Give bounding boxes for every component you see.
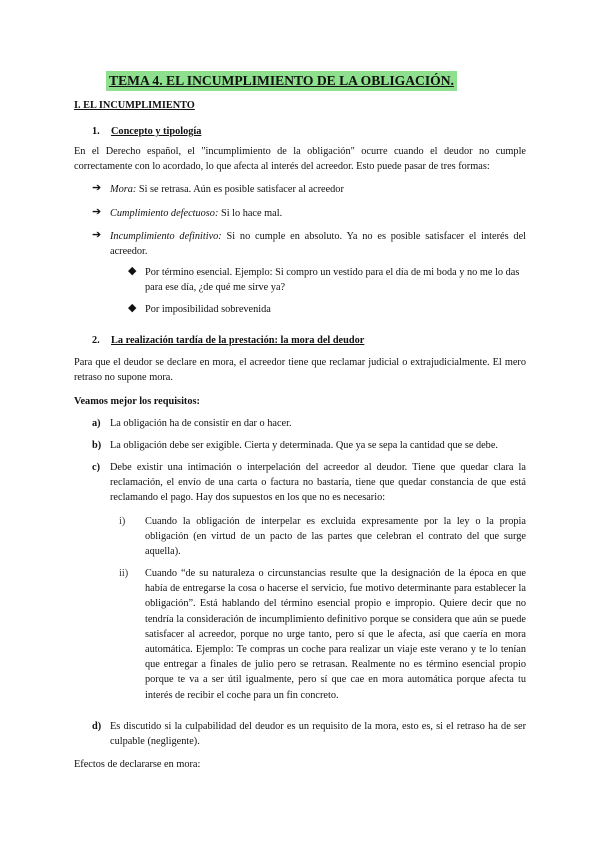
list-item: Debe existir una intimación o interpelación del acreedor al deudor. Tiene que quedar clara la reclamación, el envío de una carta o factura no bastaría, tiene que quedar constancia de que está reclamando el pago. Hay dos supuestos en los que no es necesario: bbox=[110, 462, 526, 504]
list-item: La obligación ha de consistir en dar o hacer. bbox=[110, 418, 292, 429]
defectuoso-text: Si lo hace mal. bbox=[218, 208, 283, 219]
mora-term: Mora: bbox=[110, 184, 137, 195]
defectuoso-term: Cumplimiento defectuoso: bbox=[110, 208, 219, 219]
subsection-title: Concepto y tipología bbox=[111, 126, 202, 137]
list-item bbox=[110, 182, 526, 197]
intro-paragraph: En el Derecho español, el "incumplimiento de la obligación" ocurre cuando el deudor no cumple correctamente con lo acordado, lo que afecta al interés del acreedor. Esto puede pasar de tres formas: bbox=[74, 146, 526, 173]
subsection-title: La realización tardía de la prestación: la mora del deudor bbox=[111, 335, 365, 346]
definitivo-term: Incumplimiento definitivo: bbox=[110, 231, 222, 242]
subsection-number: 1. bbox=[92, 126, 100, 137]
document-title: TEMA 4. EL INCUMPLIMIENTO DE LA OBLIGACIÓN. bbox=[106, 71, 457, 91]
list-roman: i) bbox=[119, 516, 126, 527]
diamond-icon: ◆ bbox=[128, 265, 137, 277]
list-item bbox=[110, 229, 526, 259]
list-item: Es discutido si la culpabilidad del deudor es un requisito de la mora, esto es, si el retraso ha de ser culpable (negligente). bbox=[110, 721, 526, 748]
diamond-icon: ◆ bbox=[128, 302, 137, 314]
list-item: Cuando la obligación de interpelar es excluida expresamente por la ley o la propia obligación (en virtud de un pacto de las partes que celebran el contrato del que surge aquella). bbox=[145, 516, 526, 558]
mora-paragraph: Para que el deudor se declare en mora, el acreedor tiene que reclamar judicial o extrajudicialmente. El mero retraso no supone mora. bbox=[74, 357, 526, 384]
arrow-right-icon: ➔ bbox=[92, 206, 102, 218]
list-item: Por término esencial. Ejemplo: Si compro un vestido para el día de mi boda y no me lo das para ese día, ¿de qué me sirve ya? bbox=[145, 267, 520, 294]
definitivo-text: Si no cumple en absoluto. Ya no es posible satisfacer el interés del acreedor. bbox=[110, 231, 526, 258]
list-item: La obligación debe ser exigible. Cierta y determinada. Que ya se sepa la cantidad que se debe. bbox=[110, 440, 498, 451]
list-letter: c) bbox=[92, 462, 100, 473]
list-letter: d) bbox=[92, 721, 102, 732]
requisitos-heading: Veamos mejor los requisitos: bbox=[74, 396, 200, 407]
arrow-right-icon: ➔ bbox=[92, 182, 102, 194]
list-roman: ii) bbox=[119, 568, 129, 579]
efectos-paragraph: Efectos de declararse en mora: bbox=[74, 759, 201, 770]
mora-text: Si se retrasa. Aún es posible satisfacer al acreedor bbox=[136, 184, 344, 195]
list-item bbox=[110, 206, 526, 221]
section-heading: I. EL INCUMPLIMIENTO bbox=[74, 100, 195, 111]
arrow-right-icon: ➔ bbox=[92, 229, 102, 241]
list-letter: a) bbox=[92, 418, 101, 429]
list-item: Cuando “de su naturaleza o circunstancias resulte que la designación de la época en que había de entregarse la cosa o hacerse el servicio, fue motivo determinante para establecer la obligación”. Está hablando del término esencial propio e impropio. Quiere decir que no tendría la consideración de incumplimiento definitivo porque se considera que aún se puede satisfacer al acreedor, porque no urge tanto, pero sí que le afecta, así que caería en mora automática. Ejemplo: Te compras un coche para realizar un viaje este verano y te lo tenían que entregar a finales de julio pero se retrasan. Realmente no es término esencial propio porque te va a ser útil igualmente, pero sí que cae en mora automática porque afecta tu interés de recibir el coche para un fin concreto. bbox=[145, 568, 526, 701]
list-item: Por imposibilidad sobrevenida bbox=[145, 304, 271, 315]
subsection-number: 2. bbox=[92, 335, 100, 346]
list-letter: b) bbox=[92, 440, 102, 451]
